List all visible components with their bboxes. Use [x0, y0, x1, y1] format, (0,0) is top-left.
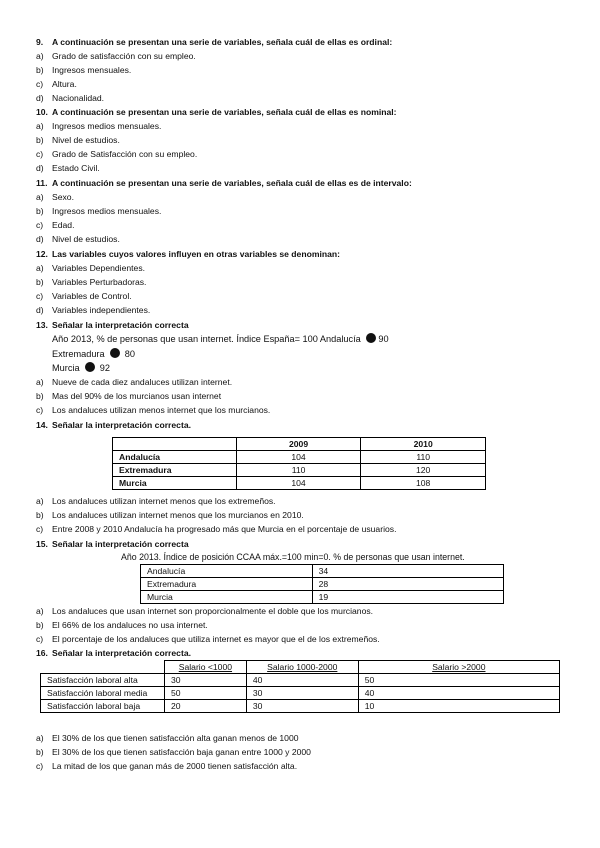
option-item [36, 495, 276, 508]
option-text: Nivel de estudios. [52, 234, 120, 244]
question-text: Señalar la interpretación correcta. [52, 648, 191, 658]
option-key: b) [36, 277, 44, 287]
option-key: b) [36, 620, 44, 630]
table-cell: 40 [358, 687, 559, 700]
option-text: Edad. [52, 220, 75, 230]
option-item [36, 205, 161, 218]
table-cell: 110 [361, 451, 486, 464]
option-text: Ingresos medios mensuales. [52, 121, 162, 131]
option-key: b) [36, 65, 44, 75]
option-key: d) [36, 305, 44, 315]
option-key: b) [36, 391, 44, 401]
question-number: 9. [36, 37, 44, 47]
table-header-cell: 2009 [236, 438, 361, 451]
option-key: c) [36, 291, 44, 301]
row-label: Satisfacción laboral alta [41, 674, 165, 687]
option-item [36, 760, 297, 773]
bullet-circle-icon [85, 362, 95, 372]
option-text: Mas del 90% de los murcianos usan internet [52, 391, 222, 401]
option-key: c) [36, 634, 44, 644]
satisfaction-salary-table [40, 660, 560, 713]
row-label: Satisfacción laboral media [41, 687, 165, 700]
option-text: Nueve de cada diez andaluces utilizan internet. [52, 377, 233, 387]
option-item [36, 262, 145, 275]
row-label: Satisfacción laboral baja [41, 700, 165, 713]
option-key: a) [36, 496, 44, 506]
question-12 [36, 248, 340, 261]
option-text: Altura. [52, 79, 77, 89]
option-text: El porcentaje de los andaluces que utiliza internet es mayor que el de los extremeños. [52, 634, 380, 644]
table-header-row [113, 438, 486, 451]
question-number: 14. [36, 420, 48, 430]
question-text: A continuación se presentan una serie de variables, señala cuál de ellas es nominal: [52, 107, 397, 117]
info-line [52, 333, 389, 346]
table-header-row [41, 661, 560, 674]
table-cell: 110 [236, 464, 361, 477]
question-text: Las variables cuyos valores influyen en otras variables se denominan: [52, 249, 341, 259]
option-key: c) [36, 79, 44, 89]
option-item [36, 120, 161, 133]
table-header-cell [41, 661, 165, 674]
question-number: 13. [36, 320, 48, 330]
table-row [41, 700, 560, 713]
row-label: Andalucía [141, 565, 313, 578]
option-key: a) [36, 377, 44, 387]
option-item [36, 191, 74, 204]
row-label: Andalucía [113, 451, 237, 464]
question-number: 16. [36, 648, 48, 658]
option-key: b) [36, 135, 44, 145]
row-label: Extremadura [113, 464, 237, 477]
table-cell: 104 [236, 477, 361, 490]
option-item [36, 509, 304, 522]
option-item [36, 523, 396, 536]
option-text: Los andaluces utilizan menos internet que los murcianos. [52, 405, 271, 415]
table-cell: 30 [246, 687, 358, 700]
option-text: Variables de Control. [52, 291, 132, 301]
table-cell: 120 [361, 464, 486, 477]
table-row [113, 464, 486, 477]
option-text: El 66% de los andaluces no usa internet. [52, 620, 208, 630]
option-text: La mitad de los que ganan más de 2000 tienen satisfacción alta. [52, 761, 298, 771]
option-item [36, 276, 146, 289]
info-value: 80 [124, 349, 135, 359]
table-header-cell: 2010 [361, 438, 486, 451]
option-key: a) [36, 263, 44, 273]
position-index-table [140, 564, 504, 604]
question-9 [36, 36, 392, 49]
question-15 [36, 538, 189, 551]
question-13 [36, 319, 189, 332]
question-number: 12. [36, 249, 48, 259]
table-header-cell: Salario <1000 [164, 661, 246, 674]
question-number: 11. [36, 178, 48, 188]
option-text: Nacionalidad. [52, 93, 105, 103]
option-item [36, 64, 131, 77]
option-key: a) [36, 51, 44, 61]
option-item [36, 746, 311, 759]
bullet-circle-icon [110, 348, 120, 358]
table-row [141, 565, 504, 578]
table-header-cell [113, 438, 237, 451]
option-text: Ingresos medios mensuales. [52, 206, 162, 216]
option-key: d) [36, 93, 44, 103]
info-text: Murcia [52, 363, 80, 373]
question-number: 10. [36, 107, 48, 117]
question-number: 15. [36, 539, 48, 549]
table-cell: 30 [164, 674, 246, 687]
option-item [36, 92, 104, 105]
table-cell: 34 [312, 565, 503, 578]
option-item [36, 233, 120, 246]
option-text: Los andaluces utilizan internet menos que los murcianos en 2010. [52, 510, 304, 520]
question-text: A continuación se presentan una serie de variables, señala cuál de ellas es ordinal: [52, 37, 393, 47]
table-cell: 50 [164, 687, 246, 700]
info-value: 90 [378, 334, 389, 344]
table-cell: 108 [361, 477, 486, 490]
option-text: Los andaluces utilizan internet menos que los extremeños. [52, 496, 276, 506]
option-item [36, 219, 74, 232]
info-text: Año 2013, % de personas que usan internet. Índice España= 100 Andalucía [52, 334, 361, 344]
option-text: El 30% de los que tienen satisfacción baja ganan entre 1000 y 2000 [52, 747, 311, 757]
question-14 [36, 419, 191, 432]
option-text: El 30% de los que tienen satisfacción alta ganan menos de 1000 [52, 733, 299, 743]
table-cell: 28 [312, 578, 503, 591]
row-label: Murcia [113, 477, 237, 490]
table-cell: 40 [246, 674, 358, 687]
question-text: Señalar la interpretación correcta. [52, 420, 191, 430]
option-key: a) [36, 733, 44, 743]
option-item [36, 605, 373, 618]
question-text: Señalar la interpretación correcta [52, 539, 189, 549]
table-cell: 20 [164, 700, 246, 713]
table-cell: 19 [312, 591, 503, 604]
question-10 [36, 106, 397, 119]
option-text: Variables Dependientes. [52, 263, 145, 273]
info-text: Extremadura [52, 349, 105, 359]
option-item [36, 390, 221, 403]
question-text: A continuación se presentan una serie de variables, señala cuál de ellas es de intervalo: [52, 178, 412, 188]
bullet-circle-icon [366, 333, 376, 343]
info-value: 92 [99, 363, 110, 373]
option-text: Ingresos mensuales. [52, 65, 132, 75]
option-text: Sexo. [52, 192, 74, 202]
option-item [36, 148, 197, 161]
option-item [36, 633, 380, 646]
table-cell: 50 [358, 674, 559, 687]
table-cell: 104 [236, 451, 361, 464]
option-key: b) [36, 747, 44, 757]
internet-index-table [112, 437, 486, 490]
option-key: b) [36, 206, 44, 216]
option-item [36, 78, 77, 91]
option-text: Grado de Satisfacción con su empleo. [52, 149, 198, 159]
option-key: c) [36, 149, 44, 159]
question-16 [36, 647, 191, 660]
option-text: Grado de satisfacción con su empleo. [52, 51, 196, 61]
option-key: a) [36, 121, 44, 131]
info-line [52, 362, 110, 375]
table-caption: Año 2013. Índice de posición CCAA máx.=100 min=0. % de personas que usan internet. [121, 552, 465, 562]
option-text: Estado Civil. [52, 163, 100, 173]
table-row [141, 591, 504, 604]
table-cell: 10 [358, 700, 559, 713]
option-item [36, 304, 150, 317]
info-line [52, 348, 135, 361]
option-key: c) [36, 524, 44, 534]
option-key: a) [36, 606, 44, 616]
option-item [36, 376, 232, 389]
table-row [41, 674, 560, 687]
option-key: d) [36, 234, 44, 244]
option-text: Variables independientes. [52, 305, 151, 315]
table-header-cell: Salario 1000-2000 [246, 661, 358, 674]
row-label: Extremadura [141, 578, 313, 591]
question-text: Señalar la interpretación correcta [52, 320, 189, 330]
option-key: d) [36, 163, 44, 173]
option-text: Variables Perturbadoras. [52, 277, 147, 287]
question-11 [36, 177, 412, 190]
option-item [36, 162, 100, 175]
table-row [41, 687, 560, 700]
table-row [113, 451, 486, 464]
option-key: c) [36, 761, 44, 771]
table-row [113, 477, 486, 490]
option-item [36, 732, 299, 745]
option-text: Los andaluces que usan internet son proporcionalmente el doble que los murcianos. [52, 606, 374, 616]
option-text: Nivel de estudios. [52, 135, 120, 145]
option-text: Entre 2008 y 2010 Andalucía ha progresado más que Murcia en el porcentaje de usuarios. [52, 524, 397, 534]
option-item [36, 134, 120, 147]
option-item [36, 404, 270, 417]
table-row [141, 578, 504, 591]
row-label: Murcia [141, 591, 313, 604]
option-item [36, 290, 132, 303]
option-item [36, 50, 196, 63]
option-item [36, 619, 208, 632]
table-cell: 30 [246, 700, 358, 713]
option-key: b) [36, 510, 44, 520]
option-key: c) [36, 220, 44, 230]
option-key: a) [36, 192, 44, 202]
table-header-cell: Salario >2000 [358, 661, 559, 674]
option-key: c) [36, 405, 44, 415]
